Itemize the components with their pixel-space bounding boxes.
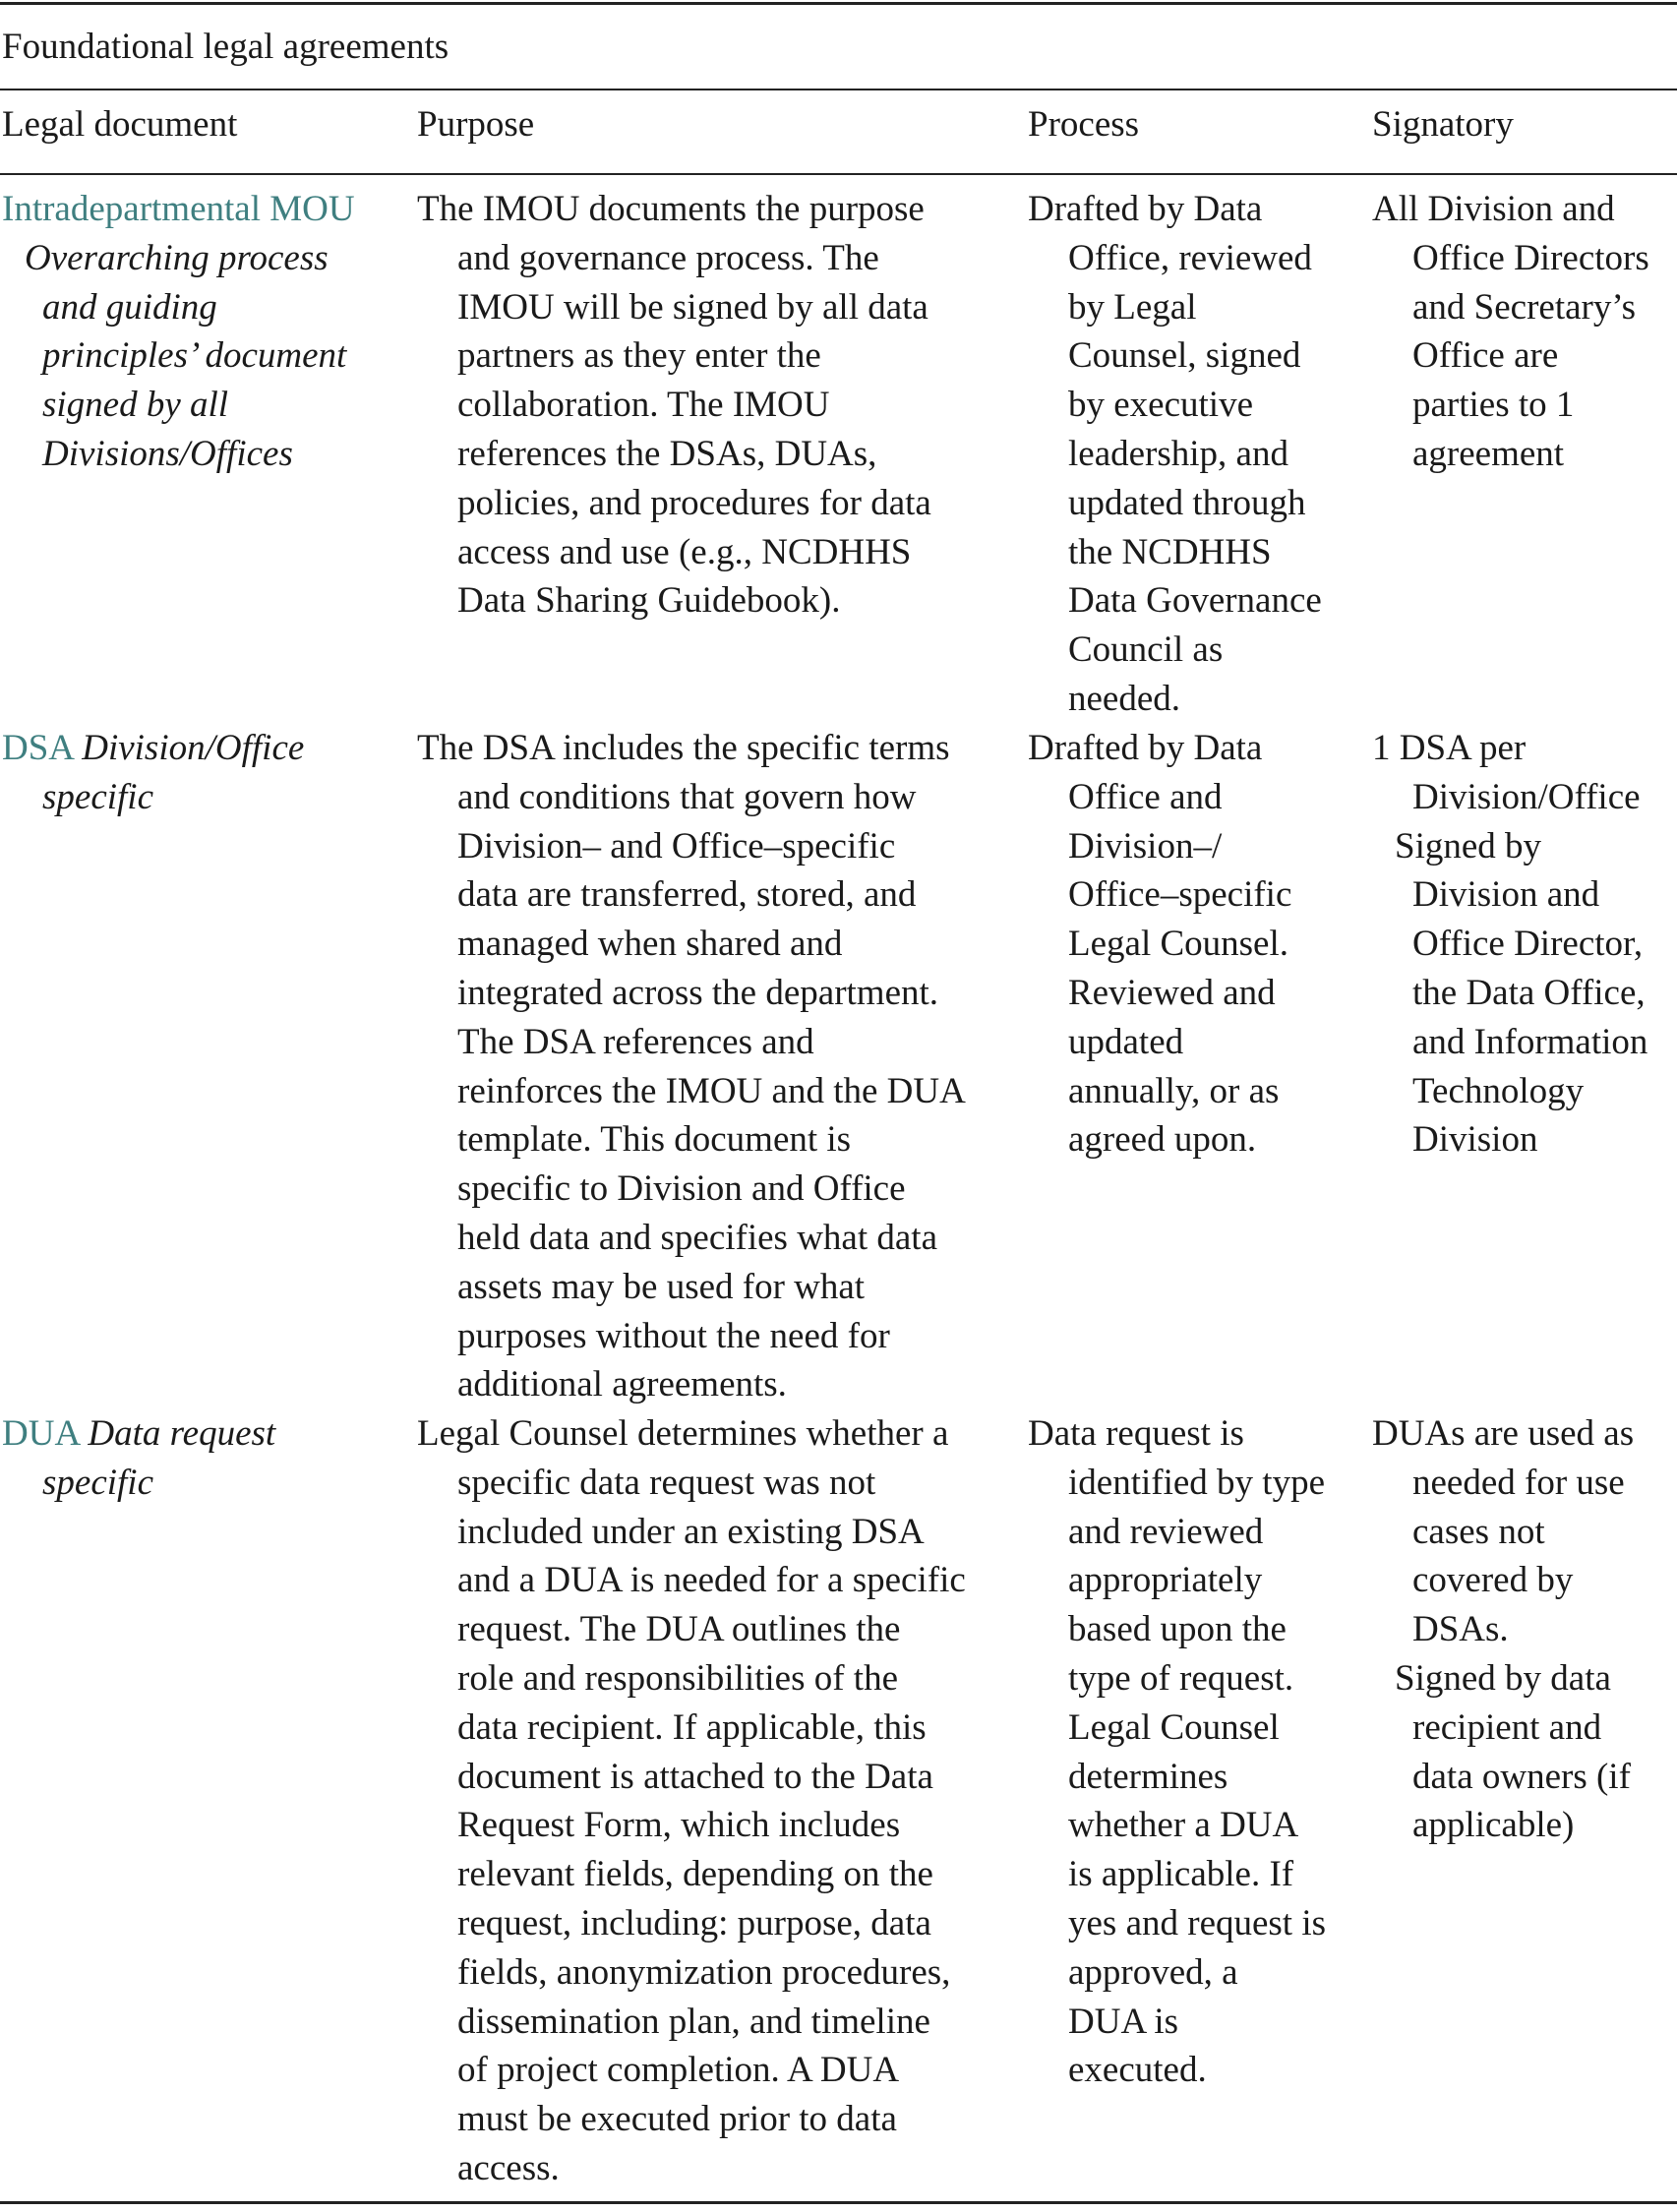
header-rule <box>0 173 1677 175</box>
purpose-line: purposes without the need for <box>457 1315 890 1356</box>
process-line: Data Governance <box>1068 580 1322 622</box>
process-line: by Legal <box>1068 286 1197 328</box>
signatory-line: All Division and <box>1372 189 1615 229</box>
purpose-line: access. <box>457 2147 560 2188</box>
legal-document-description-line: principles’ document <box>42 335 347 377</box>
column-header-legal-document: Legal document <box>2 104 238 145</box>
process-line: the NCDHHS <box>1068 531 1272 572</box>
table-bottom-rule <box>0 2201 1677 2204</box>
signatory-line: Office are <box>1412 335 1559 377</box>
table-caption: Foundational legal agreements <box>2 27 449 67</box>
process-line: by executive <box>1068 385 1253 426</box>
signatory-cell <box>1372 185 1649 479</box>
signatory-cell <box>1372 724 1647 1165</box>
process-line: DUA is <box>1068 2001 1179 2042</box>
process-line: determines <box>1068 1756 1228 1797</box>
process-line: Division–/ <box>1068 825 1223 867</box>
process-line: annually, or as <box>1068 1070 1280 1111</box>
process-line: Drafted by Data <box>1028 189 1263 229</box>
process-cell <box>1028 724 1291 1165</box>
purpose-line: included under an existing DSA <box>457 1511 925 1552</box>
legal-document-description-line: signed by all <box>42 385 229 426</box>
column-header-process: Process <box>1028 104 1140 145</box>
process-line: Office and <box>1068 776 1223 817</box>
purpose-line: and conditions that govern how <box>457 776 917 817</box>
purpose-line: request. The DUA outlines the <box>457 1609 901 1650</box>
signatory-line: and Secretary’s <box>1412 286 1637 328</box>
signatory-line: the Data Office, <box>1412 972 1646 1013</box>
legal-document-description-line: Data request <box>88 1413 276 1454</box>
signatory-line: DUAs are used as <box>1372 1413 1635 1454</box>
purpose-line: collaboration. The IMOU <box>457 385 830 426</box>
table-row <box>2 724 304 822</box>
process-line: updated through <box>1068 482 1306 523</box>
purpose-line: document is attached to the Data <box>457 1756 933 1797</box>
purpose-line: data recipient. If applicable, this <box>457 1706 927 1748</box>
purpose-line: Data Sharing Guidebook). <box>457 580 841 622</box>
signatory-line: Signed by <box>1395 825 1542 867</box>
process-line: type of request. <box>1068 1657 1294 1699</box>
purpose-line: The DSA includes the specific terms <box>417 728 950 768</box>
process-line: Office, reviewed <box>1068 237 1312 278</box>
purpose-line: partners as they enter the <box>457 335 821 377</box>
purpose-line: IMOU will be signed by all data <box>457 286 928 328</box>
purpose-line: specific to Division and Office <box>457 1168 906 1210</box>
purpose-line: reinforces the IMOU and the DUA <box>457 1070 966 1111</box>
purpose-cell <box>417 1409 966 2193</box>
table-row <box>2 185 355 479</box>
process-line: appropriately <box>1068 1560 1263 1601</box>
process-line: approved, a <box>1068 1951 1238 1993</box>
legal-document-description-line: Division/Office <box>82 728 305 768</box>
process-line: whether a DUA <box>1068 1805 1299 1846</box>
process-line: identified by type <box>1068 1462 1325 1503</box>
process-line: Counsel, signed <box>1068 335 1301 377</box>
purpose-line: references the DSAs, DUAs, <box>457 433 877 474</box>
process-line: updated <box>1068 1021 1184 1062</box>
process-line: Reviewed and <box>1068 972 1276 1013</box>
signatory-line: Division and <box>1412 874 1600 916</box>
table-row <box>2 1409 275 1508</box>
process-cell <box>1028 185 1322 724</box>
purpose-cell <box>417 185 931 626</box>
legal-document-description-line: Overarching process <box>25 237 329 278</box>
process-line: needed. <box>1068 678 1181 719</box>
legal-document-description-line: Divisions/Offices <box>42 433 293 474</box>
signatory-line: Technology <box>1412 1070 1585 1111</box>
legal-document-name: DSA <box>2 728 73 768</box>
legal-document-description-line: specific <box>42 776 154 817</box>
purpose-line: The DSA references and <box>457 1021 814 1062</box>
purpose-line: data are transferred, stored, and <box>457 874 917 916</box>
process-line: is applicable. If <box>1068 1854 1294 1895</box>
purpose-line: Legal Counsel determines whether a <box>417 1413 949 1454</box>
signatory-cell <box>1372 1409 1634 1850</box>
legal-document-description-line: and guiding <box>42 286 217 328</box>
purpose-line: managed when shared and <box>457 924 843 965</box>
process-line: leadership, and <box>1068 433 1288 474</box>
purpose-line: specific data request was not <box>457 1462 876 1503</box>
process-line: and reviewed <box>1068 1511 1264 1552</box>
signatory-line: Division <box>1412 1119 1538 1161</box>
purpose-line: policies, and procedures for data <box>457 482 931 523</box>
table-top-rule <box>0 2 1677 5</box>
signatory-line: Division/Office <box>1412 776 1641 817</box>
process-line: yes and request is <box>1068 1902 1327 1943</box>
purpose-line: access and use (e.g., NCDHHS <box>457 531 912 572</box>
signatory-line: applicable) <box>1412 1805 1575 1846</box>
process-line: agreed upon. <box>1068 1119 1257 1161</box>
signatory-line: Office Director, <box>1412 924 1644 965</box>
column-header-signatory: Signatory <box>1372 104 1514 145</box>
signatory-line: agreement <box>1412 433 1565 474</box>
process-line: Data request is <box>1028 1413 1244 1454</box>
process-cell <box>1028 1409 1326 2095</box>
process-line: Legal Counsel. <box>1068 924 1289 965</box>
signatory-line: and Information <box>1412 1021 1648 1062</box>
purpose-line: relevant fields, depending on the <box>457 1854 933 1895</box>
signatory-line: recipient and <box>1412 1706 1602 1748</box>
signatory-line: 1 DSA per <box>1372 728 1527 768</box>
signatory-line: DSAs. <box>1412 1609 1509 1650</box>
signatory-line: Office Directors <box>1412 237 1649 278</box>
purpose-line: Request Form, which includes <box>457 1805 901 1846</box>
legal-document-name: DUA <box>2 1413 80 1454</box>
purpose-line: must be executed prior to data <box>457 2099 897 2140</box>
process-line: Council as <box>1068 629 1224 671</box>
purpose-line: integrated across the department. <box>457 972 939 1013</box>
signatory-line: covered by <box>1412 1560 1574 1601</box>
legal-document-name: Intradepartmental MOU <box>2 189 355 229</box>
purpose-line: role and responsibilities of the <box>457 1657 899 1699</box>
purpose-line: The IMOU documents the purpose <box>417 189 925 229</box>
process-line: based upon the <box>1068 1609 1287 1650</box>
purpose-line: of project completion. A DUA <box>457 2050 900 2091</box>
signatory-line: parties to 1 <box>1412 385 1575 426</box>
purpose-line: dissemination plan, and timeline <box>457 2001 930 2042</box>
column-header-purpose: Purpose <box>417 104 535 145</box>
purpose-line: and a DUA is needed for a specific <box>457 1560 966 1601</box>
purpose-line: held data and specifies what data <box>457 1217 937 1258</box>
process-line: Office–specific <box>1068 874 1292 916</box>
process-line: Drafted by Data <box>1028 728 1263 768</box>
caption-rule <box>0 89 1677 90</box>
legal-document-description-line: specific <box>42 1462 154 1503</box>
purpose-line: additional agreements. <box>457 1364 787 1405</box>
process-line: executed. <box>1068 2050 1207 2091</box>
signatory-line: cases not <box>1412 1511 1545 1552</box>
purpose-line: assets may be used for what <box>457 1266 866 1307</box>
purpose-line: and governance process. The <box>457 237 879 278</box>
purpose-line: fields, anonymization procedures, <box>457 1951 951 1993</box>
purpose-line: template. This document is <box>457 1119 852 1161</box>
signatory-line: Signed by data <box>1395 1657 1611 1699</box>
signatory-line: data owners (if <box>1412 1756 1631 1797</box>
purpose-line: request, including: purpose, data <box>457 1902 931 1943</box>
signatory-line: needed for use <box>1412 1462 1625 1503</box>
purpose-cell <box>417 724 966 1409</box>
process-line: Legal Counsel <box>1068 1706 1280 1748</box>
purpose-line: Division– and Office–specific <box>457 825 896 867</box>
